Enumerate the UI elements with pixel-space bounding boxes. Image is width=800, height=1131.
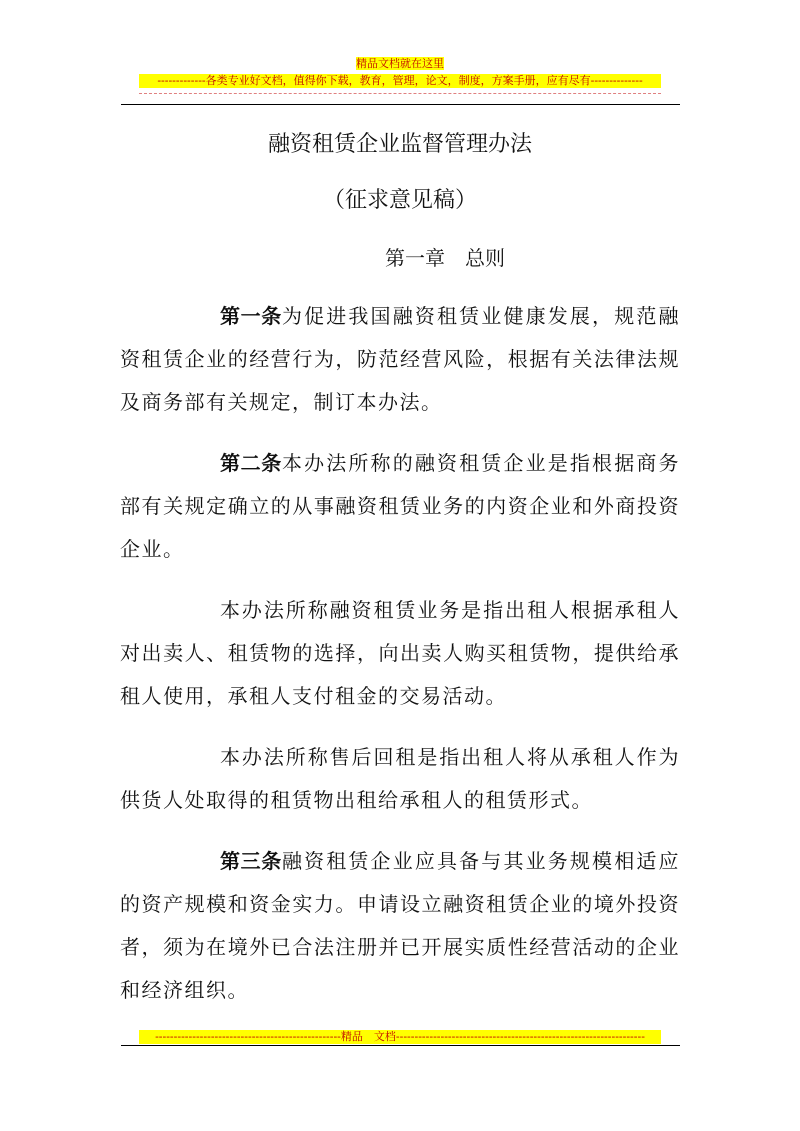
- document-title: 融资租赁企业监督管理办法: [267, 132, 532, 157]
- footer-rule: [121, 1045, 680, 1046]
- footer-banner: [139, 1030, 661, 1044]
- paragraph-financing-lease-definition: [120, 589, 680, 718]
- paragraph-text: 本办法所称的融资租赁企业是指根据商务部有关规定确立的从事融资租赁业务的内资企业和外商投资企业。: [120, 451, 681, 561]
- paragraph-article-1: [120, 295, 680, 424]
- article-number: 第一条: [220, 304, 282, 328]
- paragraph-text: 为促进我国融资租赁业健康发展，规范融资租赁企业的经营行为，防范经营风险，根据有关法律法规及商务部有关规定，制订本办法。: [120, 304, 681, 414]
- footer-banner-text: --------------------------------------------------精品 文档-------------------------------------------------------------------: [139, 1030, 661, 1044]
- chapter-heading: 第一章 总则: [385, 246, 505, 270]
- header-dashed-divider: [139, 93, 661, 94]
- paragraph-article-3: [120, 840, 680, 1012]
- paragraph-text: 本办法所称融资租赁业务是指出租人根据承租人对出卖人、租赁物的选择，向出卖人购买租赁物，提供给承租人使用，承租人支付租金的交易活动。: [120, 598, 680, 708]
- header-title-text: 精品文档就在这里: [356, 57, 444, 70]
- document-body: [120, 295, 680, 1030]
- header-title: [0, 57, 800, 71]
- paragraph-text: 融资租赁企业应具备与其业务规模相适应的资产规模和资金实力。申请设立融资租赁企业的境外投资者，须为在境外已合法注册并已开展实质性经营活动的企业和经济组织。: [120, 849, 681, 1002]
- paragraph-leaseback-definition: [120, 736, 680, 822]
- document-subtitle: （征求意见稿）: [322, 188, 477, 213]
- header-banner-text: -------------各类专业好文档，值得你下载，教育，管理，论文，制度，方案手册，应有尽有--------------: [139, 74, 661, 88]
- paragraph-text: 本办法所称售后回租是指出租人将从承租人作为供货人处取得的租赁物出租给承租人的租赁形式。: [120, 745, 680, 812]
- article-number: 第三条: [220, 849, 282, 873]
- header-rule: [121, 104, 680, 105]
- paragraph-article-2: [120, 442, 680, 571]
- header-banner: [139, 74, 661, 88]
- article-number: 第二条: [220, 451, 282, 475]
